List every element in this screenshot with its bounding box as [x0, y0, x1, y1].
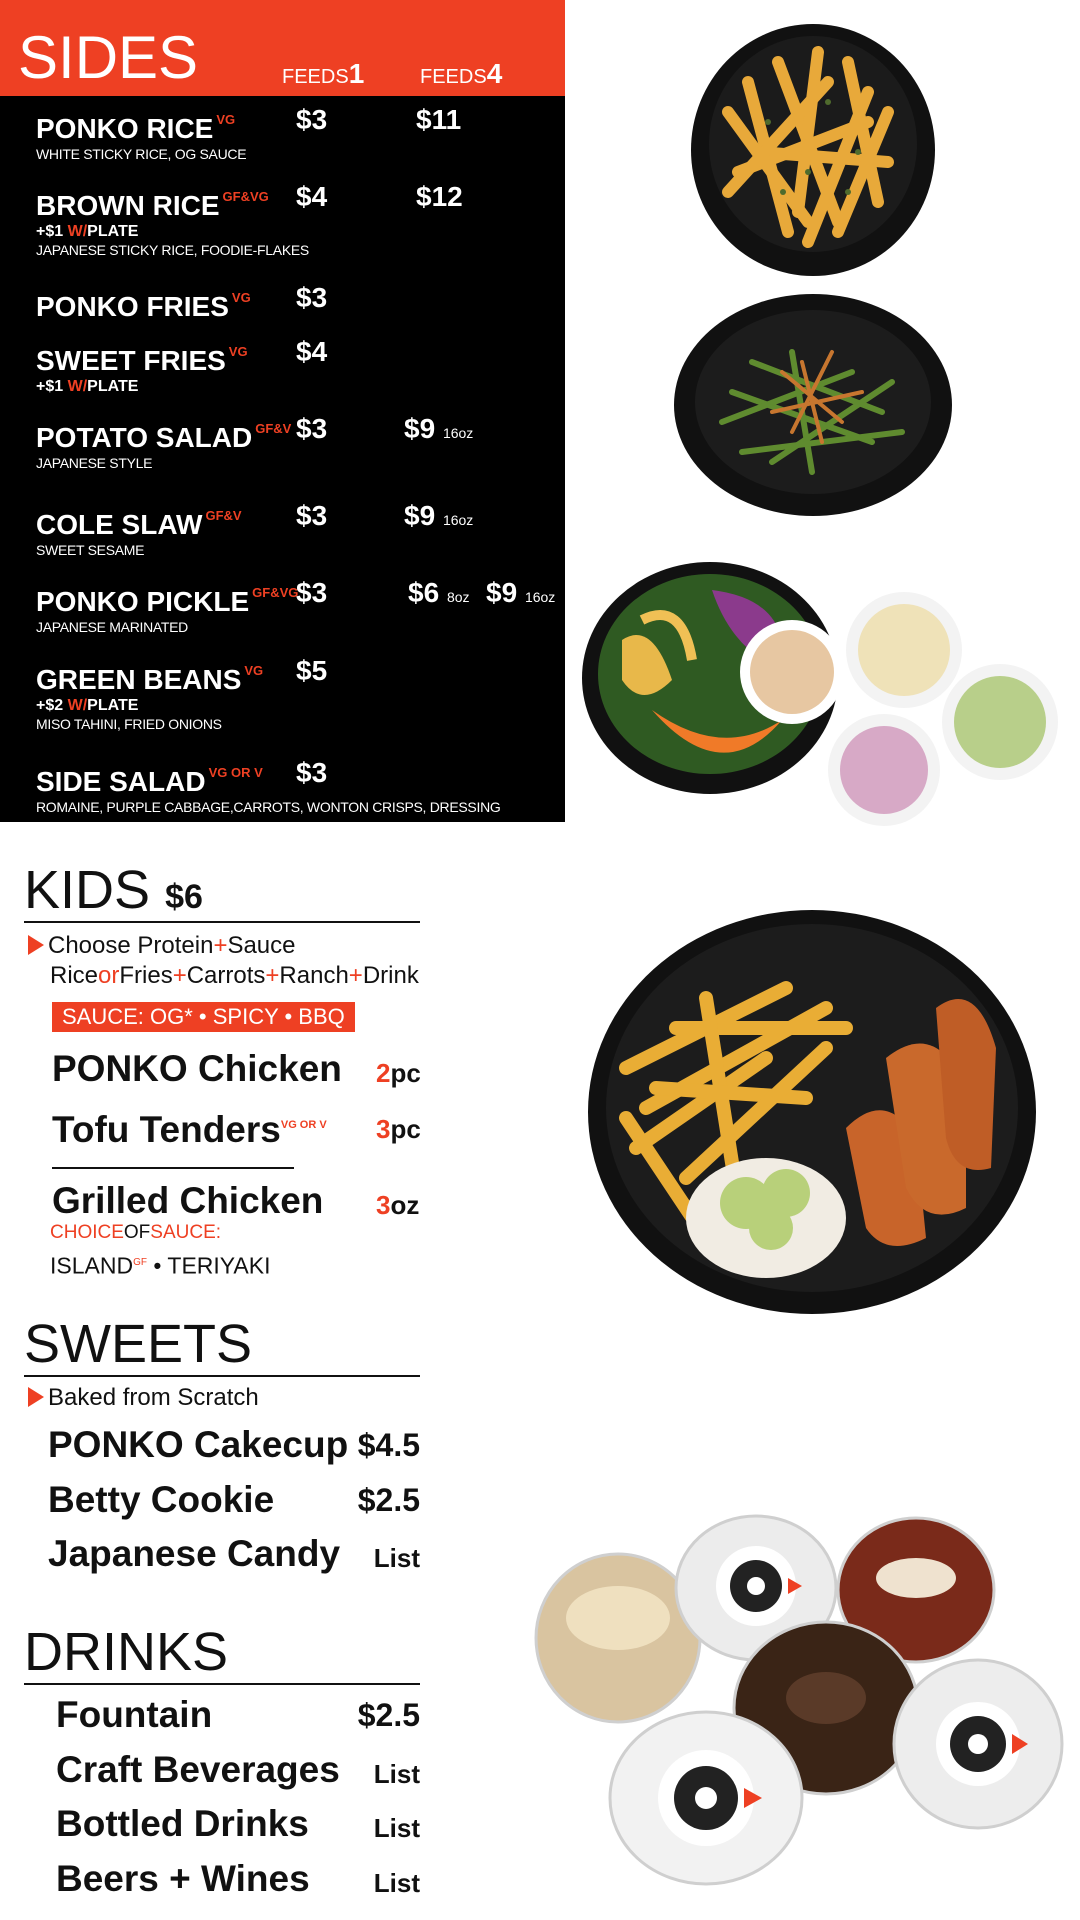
sweets-item-japanese-candy: Japanese Candy List — [48, 1533, 420, 1574]
drinks-item-fountain: Fountain $2.5 — [56, 1694, 420, 1735]
kids-item-ponko-chicken-qty: 2pc — [376, 1058, 421, 1088]
drinks-item-bottled-drinks: Bottled Drinks List — [56, 1803, 420, 1844]
sweets-item-ponko-cakecup: PONKO Cakecup $4.5 — [48, 1424, 420, 1465]
side-item-ponko-fries: PONKO FRIES $^{VG}$ $3 — [36, 282, 328, 322]
kids-item-tofu-tenders: Tofu Tenders$^{VG OR V}$ — [52, 1109, 327, 1150]
triangle-bullet-icon — [28, 1387, 44, 1407]
drinks-title: DRINKS — [24, 1622, 229, 1682]
feeds-4-header: FEEDS4 — [420, 58, 503, 89]
kids-item-grilled-chicken-qty: 3oz — [376, 1190, 420, 1220]
side-item-ponko-rice: PONKO RICE $^{VG}$ WHITE STICKY RICE, OG SAUCE $3 $11 — [36, 104, 462, 162]
kids-instructions-line-1: Choose Protein+Sauce — [28, 932, 296, 960]
kids-divider — [52, 1167, 294, 1169]
kids-instructions-line-2: RiceorFries+Carrots+Ranch+Drink — [50, 962, 419, 989]
feeds-1-header: FEEDS1 — [282, 58, 365, 89]
sides-title: SIDES — [18, 24, 199, 91]
drinks-item-beers-wines: Beers + Wines List — [56, 1858, 420, 1899]
kids-title: KIDS $6 — [24, 860, 203, 920]
side-item-potato-salad: POTATO SALAD $^{GF\&V}$ JAPANESE STYLE $3 $9 16oz — [36, 413, 474, 471]
kids-sauce-badge: SAUCE: OG* • SPICY • BBQ — [52, 1002, 355, 1032]
kids-item-grilled-chicken: Grilled Chicken — [52, 1180, 324, 1221]
drinks-rule — [24, 1683, 420, 1685]
kids-rule — [24, 921, 420, 923]
fries-bowl-photo — [688, 22, 938, 278]
drinks-item-craft-beverages: Craft Beverages List — [56, 1749, 420, 1790]
side-item-ponko-pickle: PONKO PICKLE $^{GF\&VG}$ JAPANESE MARINATED $3 $6 8oz $9 16oz — [36, 577, 556, 635]
sweets-note: Baked from Scratch — [28, 1384, 259, 1412]
side-item-side-salad: SIDE SALAD $^{VG OR V}$ ROMAINE, PURPLE CABBAGE,CARROTS, WONTON CRISPS, DRESSING $3 — [36, 757, 501, 815]
sweets-item-betty-cookie: Betty Cookie $2.5 — [48, 1479, 420, 1520]
triangle-bullet-icon — [28, 935, 44, 955]
green-beans-bowl-photo — [672, 292, 954, 518]
kids-item-ponko-chicken: PONKO Chicken — [52, 1048, 342, 1089]
salad-and-sides-photo — [582, 560, 1058, 826]
side-item-sweet-fries: SWEET FRIES $^{VG}$ +$1 W/PLATE $4 — [36, 336, 328, 395]
side-item-brown-rice: BROWN RICE $^{GF\&VG}$ +$1 W/PLATE JAPANESE STICKY RICE, FOODIE-FLAKES $4 $12 — [36, 181, 463, 258]
sweets-title: SWEETS — [24, 1314, 253, 1374]
side-item-green-beans: GREEN BEANS $^{VG}$ +$2 W/PLATE MISO TAHINI, FRIED ONIONS $5 — [36, 655, 328, 732]
kids-plate-photo — [586, 908, 1038, 1316]
cakecups-photo — [526, 1508, 1066, 1892]
kids-item-tofu-tenders-qty: 3pc — [376, 1114, 421, 1144]
kids-sauce-options: $ISLAND^{GF}$ • TERIYAKI — [50, 1252, 271, 1279]
sweets-rule — [24, 1375, 420, 1377]
side-item-cole-slaw: COLE SLAW $^{GF\&V}$ SWEET SESAME $3 $9 16oz — [36, 500, 474, 558]
kids-choice-of-sauce: CHOICEOFSAUCE: — [50, 1222, 222, 1243]
